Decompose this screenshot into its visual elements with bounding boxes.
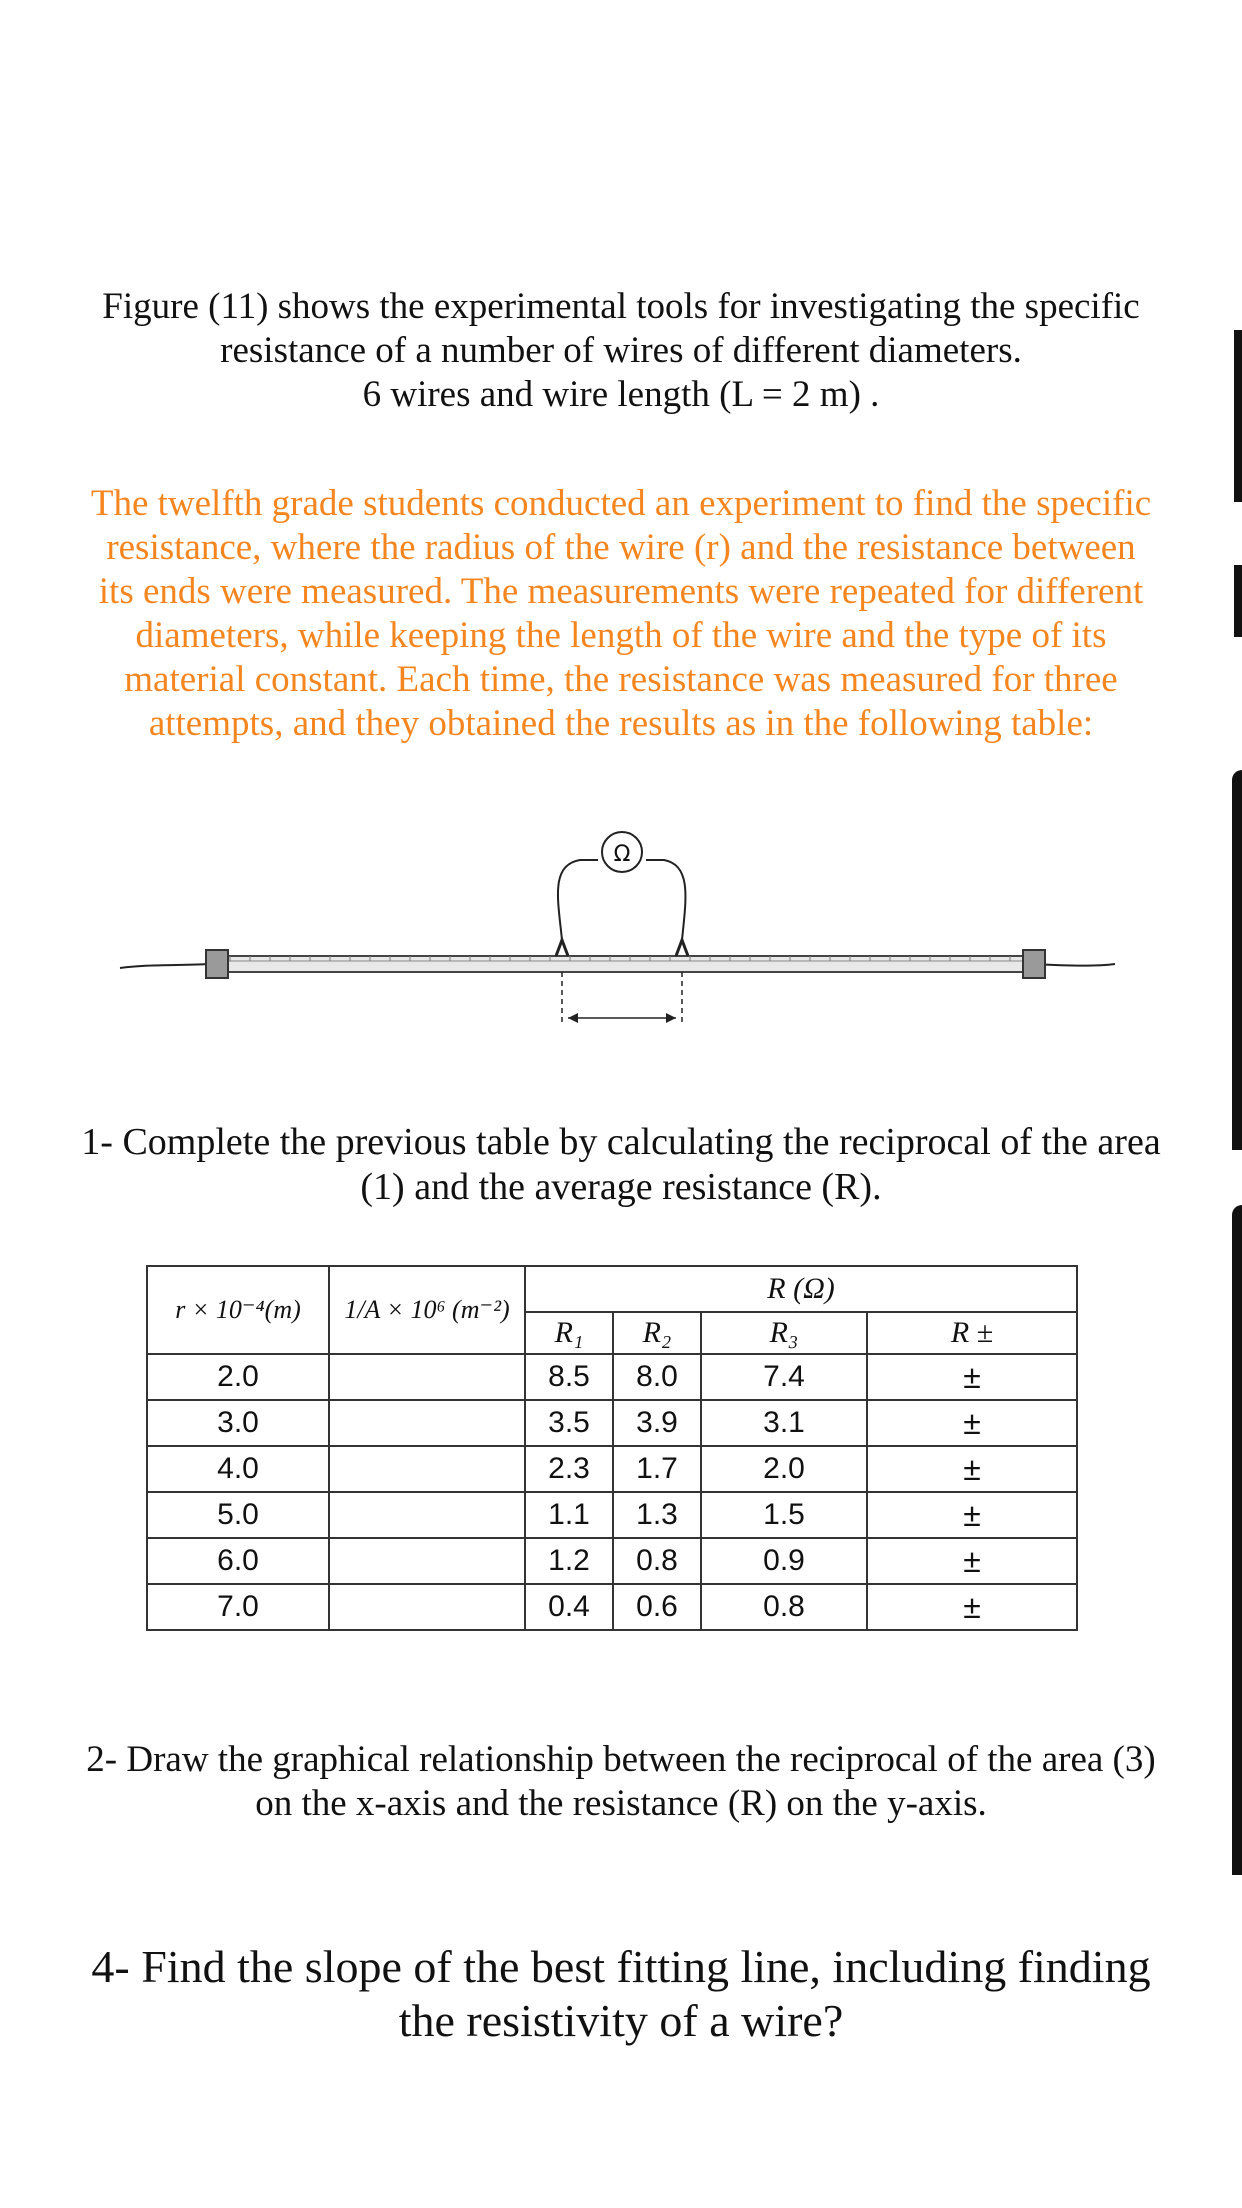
ohmmeter-symbol: Ω	[613, 842, 631, 867]
cell-r-average: ±	[867, 1538, 1077, 1584]
length-arrow-right-head	[666, 1013, 676, 1023]
cell-inverse-area	[329, 1400, 525, 1446]
col-header-resistance-group: R (Ω)	[525, 1266, 1077, 1312]
cell-radius: 3.0	[147, 1400, 329, 1446]
left-end-clamp	[206, 950, 228, 978]
intro-line: 6 wires and wire length (L = 2 m) .	[362, 374, 880, 415]
right-meter-lead	[646, 860, 685, 940]
left-probe	[556, 940, 568, 956]
experiment-line: The twelfth grade students conducted an experiment to find the specific	[90, 483, 1152, 524]
cell-r2: 3.9	[613, 1400, 701, 1446]
cell-radius: 4.0	[147, 1446, 329, 1492]
cell-r2: 8.0	[613, 1354, 701, 1400]
experiment-line: diameters, while keeping the length of the wire and the type of its	[135, 615, 1107, 656]
question-1-line: 1- Complete the previous table by calculating the reciprocal of the area	[81, 1121, 1161, 1163]
cell-r1: 8.5	[525, 1354, 613, 1400]
question-1	[0, 1120, 1242, 1210]
cell-inverse-area	[329, 1492, 525, 1538]
cell-r3: 1.5	[701, 1492, 867, 1538]
experiment-paragraph	[0, 482, 1242, 746]
cell-r3: 7.4	[701, 1354, 867, 1400]
apparatus-figure	[110, 820, 1130, 1070]
question-1-line: (1) and the average resistance (R).	[360, 1166, 882, 1208]
cell-r2: 0.8	[613, 1538, 701, 1584]
cell-radius: 7.0	[147, 1584, 329, 1630]
col-header-r1: R₁	[525, 1312, 613, 1354]
cell-r-average: ±	[867, 1492, 1077, 1538]
resistance-data-table	[146, 1265, 1078, 1631]
cell-r1: 3.5	[525, 1400, 613, 1446]
edge-bar-mid	[1234, 565, 1242, 637]
left-lead-wire	[120, 964, 210, 968]
cell-r3: 2.0	[701, 1446, 867, 1492]
cell-r-average: ±	[867, 1584, 1077, 1630]
cell-r2: 1.3	[613, 1492, 701, 1538]
cell-r2: 1.7	[613, 1446, 701, 1492]
right-probe	[676, 940, 688, 956]
cell-r-average: ±	[867, 1446, 1077, 1492]
cell-r3: 0.8	[701, 1584, 867, 1630]
intro-line: resistance of a number of wires of different diameters.	[220, 330, 1022, 371]
cell-r2: 0.6	[613, 1584, 701, 1630]
question-2-line: 2- Draw the graphical relationship between the reciprocal of the area (3)	[86, 1739, 1156, 1780]
question-2-line: on the x-axis and the resistance (R) on the y-axis.	[255, 1783, 987, 1824]
cell-radius: 2.0	[147, 1354, 329, 1400]
right-lead-wire	[1035, 964, 1115, 966]
table-row	[147, 1354, 1077, 1400]
edge-bar-top	[1234, 330, 1242, 502]
experiment-line: its ends were measured. The measurements were repeated for different	[98, 571, 1144, 612]
table-row	[147, 1400, 1077, 1446]
question-4-line: 4- Find the slope of the best fitting line, including finding	[91, 1941, 1151, 1992]
question-4-line: the resistivity of a wire?	[398, 1995, 844, 2046]
cell-r-average: ±	[867, 1354, 1077, 1400]
table-row	[147, 1538, 1077, 1584]
cell-r1: 1.1	[525, 1492, 613, 1538]
cell-inverse-area	[329, 1584, 525, 1630]
cell-r3: 0.9	[701, 1538, 867, 1584]
col-header-r2: R₂	[613, 1312, 701, 1354]
col-header-inverse-area: 1/A × 10⁶ (m⁻²)	[329, 1266, 525, 1354]
question-4	[0, 1940, 1242, 2048]
cell-r3: 3.1	[701, 1400, 867, 1446]
cell-r1: 1.2	[525, 1538, 613, 1584]
cell-r-average: ±	[867, 1400, 1077, 1446]
cell-inverse-area	[329, 1354, 525, 1400]
left-meter-lead	[558, 860, 598, 940]
right-end-clamp	[1023, 950, 1045, 978]
cell-r1: 0.4	[525, 1584, 613, 1630]
edge-bar-bottom	[1232, 1205, 1242, 1875]
cell-r1: 2.3	[525, 1446, 613, 1492]
experiment-line: attempts, and they obtained the results as in the following table:	[148, 703, 1094, 744]
cell-radius: 5.0	[147, 1492, 329, 1538]
cell-radius: 6.0	[147, 1538, 329, 1584]
table-row	[147, 1492, 1077, 1538]
col-header-radius: r × 10⁻⁴(m)	[147, 1266, 329, 1354]
question-2	[0, 1738, 1242, 1826]
edge-bar-lower	[1232, 770, 1242, 1150]
cell-inverse-area	[329, 1538, 525, 1584]
table-row	[147, 1446, 1077, 1492]
intro-line: Figure (11) shows the experimental tools for investigating the specific	[102, 286, 1140, 327]
cell-inverse-area	[329, 1446, 525, 1492]
col-header-r3: R₃	[701, 1312, 867, 1354]
experiment-line: resistance, where the radius of the wire (r) and the resistance between	[106, 527, 1136, 568]
intro-paragraph	[0, 285, 1242, 417]
experiment-line: material constant. Each time, the resistance was measured for three	[124, 659, 1118, 700]
table-row	[147, 1584, 1077, 1630]
col-header-r-average: R ±	[867, 1312, 1077, 1354]
wire-rod	[210, 956, 1040, 972]
length-arrow-left-head	[568, 1013, 578, 1023]
